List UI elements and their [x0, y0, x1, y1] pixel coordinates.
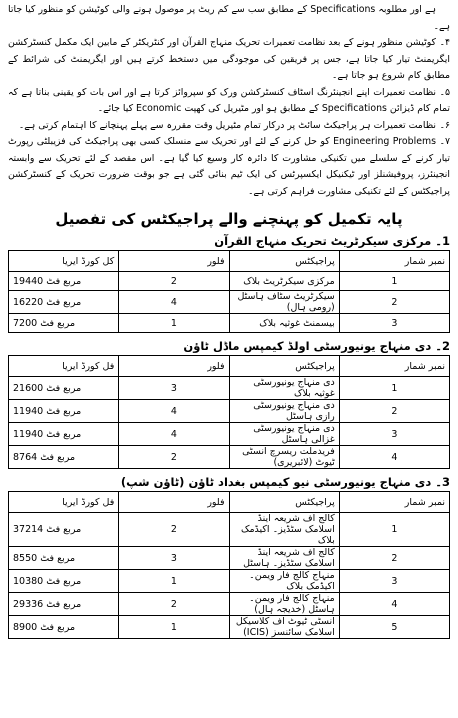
cell-serial: 2 — [339, 291, 449, 314]
cell-floor: 2 — [119, 272, 229, 291]
cell-floor: 1 — [119, 314, 229, 333]
paragraph-6 — [8, 118, 450, 135]
header-area: کل کورڈ ایریا — [9, 251, 119, 272]
table-row — [9, 570, 450, 593]
table-row — [9, 616, 450, 639]
cell-area: 10380 مربع فٹ — [9, 570, 119, 593]
table-header-row — [9, 492, 450, 513]
table-row — [9, 593, 450, 616]
paragraph-text: ہے اور مطلوبہ Specifications کے مطابق سب سے کم ریٹ پر موصول ہونے والی کوٹیشن کو منظور کیا جاتا ہے۔ — [8, 4, 450, 32]
table-row — [9, 291, 450, 314]
header-floor: فلور — [119, 356, 229, 377]
cell-project: بیسمنٹ غوثیہ بلاک — [229, 314, 339, 333]
cell-project: دی منہاج یونیورسٹی غزالی ہاسٹل — [229, 423, 339, 446]
cell-serial: 4 — [339, 446, 449, 469]
cell-project: دی منہاج یونیورسٹی غوثیہ بلاک — [229, 377, 339, 400]
cell-area: 37214 مربع فٹ — [9, 513, 119, 547]
paragraph-4 — [8, 35, 450, 85]
cell-project: کالج آف شریعہ اینڈ اسلامک سٹڈیز۔ اکیڈمک بلاک — [229, 513, 339, 547]
paragraph-7 — [8, 134, 450, 200]
cell-area: 21600 مربع فٹ — [9, 377, 119, 400]
cell-area: 8550 مربع فٹ — [9, 547, 119, 570]
table-row — [9, 400, 450, 423]
table-row — [9, 272, 450, 291]
paragraph-text: نظامت تعمیرات اپنے انجینئرنگ اسٹاف کنسٹرکشن ورک کو سپروائز کرتا ہے اور اس بات کو یقینی بناتا ہے کہ تمام کام ڈیزائن Specifications کے مطابق ہو اور مٹیریل کی کھپت Economic کیا جائے۔ — [8, 86, 450, 114]
cell-serial: 2 — [339, 547, 449, 570]
header-serial: نمبر شمار — [339, 251, 449, 272]
header-serial: نمبر شمار — [339, 356, 449, 377]
cell-area: 8900 مربع فٹ — [9, 616, 119, 639]
table-row — [9, 513, 450, 547]
cell-serial: 1 — [339, 272, 449, 291]
cell-area: 8764 مربع فٹ — [9, 446, 119, 469]
paragraph-number: ۷۔ — [439, 136, 450, 147]
projects-table-2 — [8, 355, 450, 469]
table-row — [9, 547, 450, 570]
cell-serial: 5 — [339, 616, 449, 639]
cell-project: منہاج کالج فار ویمن۔ ہاسٹل (خدیجہ ہال) — [229, 593, 339, 616]
paragraph-number: ۶۔ — [439, 119, 450, 131]
cell-project: دی منہاج یونیورسٹی رازی ہاسٹل — [229, 400, 339, 423]
cell-floor: 2 — [119, 593, 229, 616]
cell-floor: 3 — [119, 547, 229, 570]
cell-serial: 3 — [339, 570, 449, 593]
paragraph-continuation — [8, 2, 450, 35]
section-title-1: 1۔ مرکزی سیکرٹریٹ تحریک منہاج القرآن — [214, 234, 450, 248]
cell-project: مرکزی سیکرٹریٹ بلاک — [229, 272, 339, 291]
cell-project: سیکرٹریٹ سٹاف ہاسٹل (رومی ہال) — [229, 291, 339, 314]
cell-area: 19440 مربع فٹ — [9, 272, 119, 291]
table-row — [9, 446, 450, 469]
projects-table-1 — [8, 250, 450, 333]
paragraph-text: کوٹیشن منظور ہونے کے بعد نظامت تعمیرات تحریک منہاج القرآن اور کنٹریکٹر کے مابین ایک مکمل کنسٹرکشن ایگریمنٹ تیار کیا جاتا ہے، جس پر فریقین کی موجودگی میں دستخط کرتے ہیں اور ایگریمنٹ کی شرائط کے مطابق کام شروع ہو جاتا ہے۔ — [8, 37, 450, 81]
cell-area: 16220 مربع فٹ — [9, 291, 119, 314]
section-title-2: 2۔ دی منہاج یونیورسٹی اولڈ کیمپس ماڈل ٹاؤن — [183, 339, 450, 353]
cell-floor: 4 — [119, 423, 229, 446]
cell-serial: 2 — [339, 400, 449, 423]
table-header-row — [9, 251, 450, 272]
header-area: فل کورڈ ایریا — [9, 356, 119, 377]
cell-serial: 3 — [339, 423, 449, 446]
cell-floor: 2 — [119, 513, 229, 547]
header-project: پراجیکٹس — [229, 356, 339, 377]
paragraph-text: نظامت تعمیرات ہر پراجیکٹ سائٹ پر درکار تمام مٹیریل وقت مقررہ سے پہلے پہنچانے کا اہتمام کرتی ہے۔ — [18, 119, 436, 131]
paragraph-number: ۵۔ — [439, 86, 450, 98]
header-floor: فلور — [119, 251, 229, 272]
table-header-row — [9, 356, 450, 377]
cell-floor: 3 — [119, 377, 229, 400]
cell-area: 11940 مربع فٹ — [9, 400, 119, 423]
cell-project: منہاج کالج فار ویمن۔ اکیڈمک بلاک — [229, 570, 339, 593]
paragraph-5 — [8, 85, 450, 118]
header-area: فل کورڈ ایریا — [9, 492, 119, 513]
table-row — [9, 423, 450, 446]
projects-table-3 — [8, 491, 450, 639]
cell-floor: 2 — [119, 446, 229, 469]
cell-area: 29336 مربع فٹ — [9, 593, 119, 616]
page-title: پایہ تکمیل کو پہنچنے والے پراجیکٹس کی تفصیل — [55, 210, 403, 228]
cell-serial: 1 — [339, 377, 449, 400]
cell-area: 7200 مربع فٹ — [9, 314, 119, 333]
header-floor: فلور — [119, 492, 229, 513]
cell-floor: 1 — [119, 570, 229, 593]
cell-serial: 3 — [339, 314, 449, 333]
cell-area: 11940 مربع فٹ — [9, 423, 119, 446]
cell-serial: 1 — [339, 513, 449, 547]
cell-floor: 4 — [119, 400, 229, 423]
cell-floor: 1 — [119, 616, 229, 639]
cell-project: کالج آف شریعہ اینڈ اسلامک سٹڈیز۔ ہاسٹل — [229, 547, 339, 570]
section-title-3: 3۔ دی منہاج یونیورسٹی نیو کیمپس بغداد ٹاؤن (ٹاؤن شپ) — [120, 475, 450, 489]
paragraph-text: Engineering Problems کو حل کرنے کے لئے اور تحریک سے منسلک کسی بھی پراجیکٹ کی فزیبلٹی رپورٹ تیار کرنے کے سلسلے میں تکنیکی مشاورت کا دائرہ کار وسیع کیا گیا ہے۔ اس مقصد کے لئے تحریک سے وابستہ انجینئرز، پروفیشنلز اور ٹیکنیکل ایکسپرٹس کی ایک ٹیم بنائی گئی ہے جو بوقت ضرورت تحریک کے کنسٹرکشن پراجیکٹس کے لئے تکنیکی مشاورت فراہم کرتی ہے۔ — [8, 136, 450, 197]
table-row — [9, 314, 450, 333]
paragraph-number: ۴۔ — [439, 37, 450, 48]
header-project: پراجیکٹس — [229, 492, 339, 513]
cell-serial: 4 — [339, 593, 449, 616]
intro-paragraphs — [8, 2, 450, 200]
header-serial: نمبر شمار — [339, 492, 449, 513]
cell-project: فریدملت ریسرچ انسٹی ٹیوٹ (لائبریری) — [229, 446, 339, 469]
cell-floor: 4 — [119, 291, 229, 314]
table-row — [9, 377, 450, 400]
cell-project: انسٹی ٹیوٹ آف کلاسیکل اسلامک سائنسز (ICIS) — [229, 616, 339, 639]
header-project: پراجیکٹس — [229, 251, 339, 272]
